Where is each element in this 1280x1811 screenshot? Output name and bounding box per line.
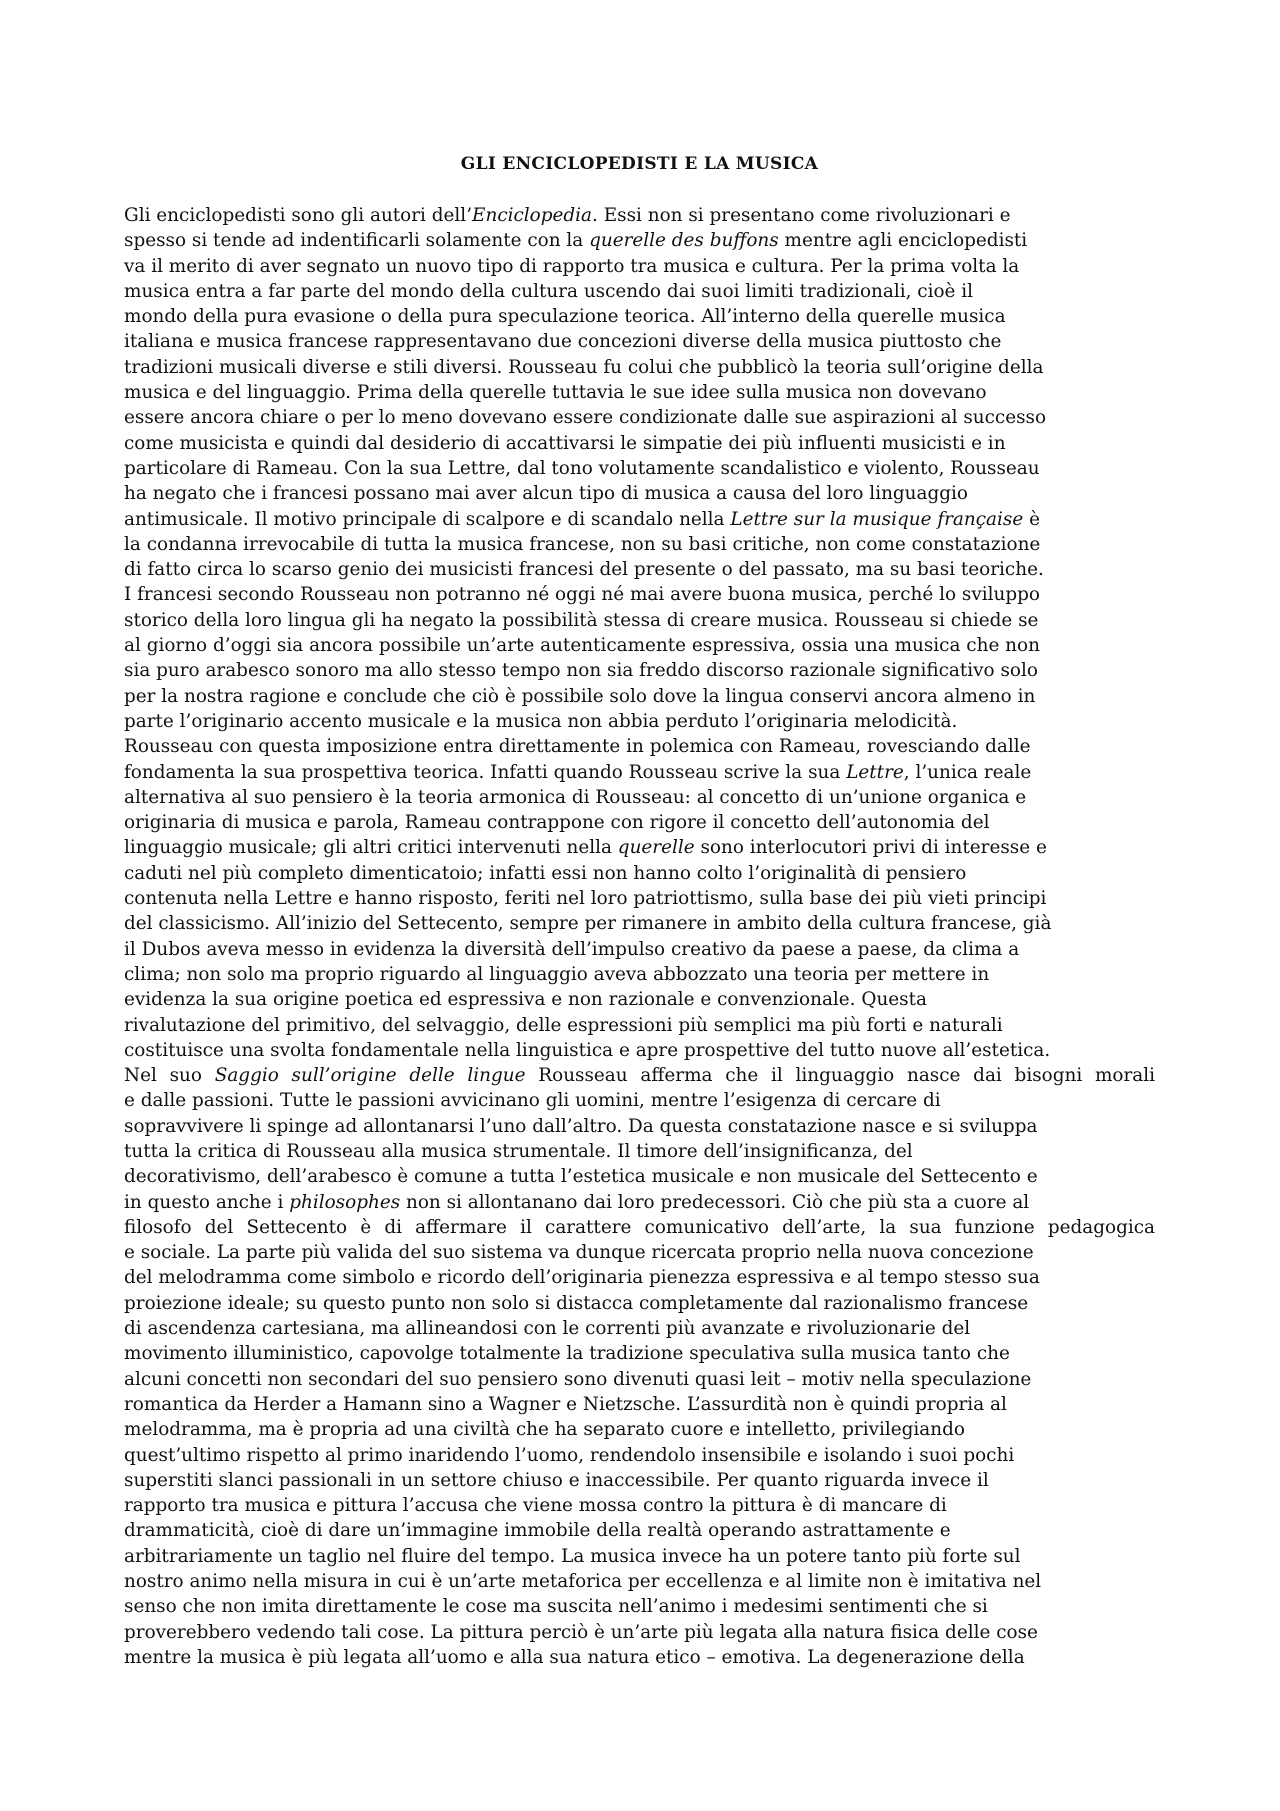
text-line — [124, 380, 1155, 405]
text-segment: Lettre — [846, 761, 904, 783]
text-line — [124, 431, 1155, 456]
text-segment: linguaggio musicale; gli altri critici intervenuti nella — [124, 837, 618, 859]
text-segment: caduti nel più completo dimenticatoio; infatti essi non hanno colto l’originalità di pensiero — [124, 862, 967, 884]
text-segment: quest’ultimo rispetto al primo inaridendo l’uomo, rendendolo insensibile e isolando i suoi pochi — [124, 1444, 1015, 1466]
text-line — [124, 582, 1155, 607]
text-segment: mentre la musica è più legata all’uomo e alla sua natura etico – emotiva. La degenerazione della — [124, 1646, 1025, 1668]
text-line — [124, 405, 1155, 430]
text-segment: alternativa al suo pensiero è la teoria armonica di Rousseau: al concetto di un’unione organica e — [124, 786, 1027, 808]
text-segment: non si allontanano dai loro predecessori. Ciò che più sta a cuore al — [400, 1191, 1030, 1213]
text-line — [124, 886, 1155, 911]
text-line — [124, 1038, 1155, 1063]
text-line — [124, 1265, 1155, 1290]
text-segment: tradizioni musicali diverse e stili diversi. Rousseau fu colui che pubblicò la teoria sull’origine della — [124, 356, 1044, 378]
text-segment: musica e del linguaggio. Prima della querelle tuttavia le sue idee sulla musica non dovevano — [124, 382, 987, 404]
text-line — [124, 1468, 1155, 1493]
text-line — [124, 1569, 1155, 1594]
text-segment: rivalutazione del primitivo, del selvaggio, delle espressioni più semplici ma più forti e naturali — [124, 1014, 1003, 1036]
text-segment: melodramma, ma è propria ad una civiltà che ha separato cuore e intelletto, privilegiando — [124, 1419, 965, 1441]
text-segment: mondo della pura evasione o della pura speculazione teorica. All’interno della querelle musica — [124, 306, 1006, 328]
text-segment: ha negato che i francesi possano mai aver alcun tipo di musica a causa del loro linguaggio — [124, 483, 968, 505]
text-segment: del melodramma come simbolo e ricordo dell’originaria pienezza espressiva e al tempo stesso sua — [124, 1267, 1040, 1289]
text-segment: musica entra a far parte del mondo della cultura uscendo dai suoi limiti tradizionali, cioè il — [124, 280, 974, 302]
text-line — [124, 203, 1155, 228]
text-segment: e dalle passioni. Tutte le passioni avvicinano gli uomini, mentre l’esigenza di cercare di — [124, 1090, 941, 1112]
text-segment: al giorno d’oggi sia ancora possibile un’arte autenticamente espressiva, ossia una musica che non — [124, 635, 1040, 657]
text-line — [124, 1316, 1155, 1341]
text-line — [124, 1164, 1155, 1189]
text-line — [124, 1544, 1155, 1569]
text-segment: di fatto circa lo scarso genio dei musicisti francesi del presente o del passato, ma su basi teoriche. — [124, 559, 1044, 581]
text-segment: il Dubos aveva messo in evidenza la diversità dell’impulso creativo da paese a paese, da clima a — [124, 938, 1020, 960]
text-line — [124, 304, 1155, 329]
text-segment: originaria di musica e parola, Rameau contrappone con rigore il concetto dell’autonomia del — [124, 812, 990, 834]
text-line — [124, 760, 1155, 785]
text-line — [124, 507, 1155, 532]
text-segment: rapporto tra musica e pittura l’accusa che viene mossa contro la pittura è di mancare di — [124, 1495, 947, 1517]
text-line — [124, 835, 1155, 860]
text-line — [124, 962, 1155, 987]
text-line — [124, 1088, 1155, 1113]
body-text — [124, 203, 1155, 1670]
text-line — [124, 1291, 1155, 1316]
text-line — [124, 557, 1155, 582]
text-line — [124, 1139, 1155, 1164]
text-segment: è — [1023, 508, 1040, 530]
text-segment: superstiti slanci passionali in un settore chiuso e inaccessibile. Per quanto riguarda invece il — [124, 1469, 989, 1491]
text-segment: Rousseau con questa imposizione entra direttamente in polemica con Rameau, rovesciando dalle — [124, 736, 1031, 758]
text-line — [124, 279, 1155, 304]
text-segment: particolare di Rameau. Con la sua Lettre, dal tono volutamente scandalistico e violento, Rousseau — [124, 457, 1040, 479]
text-line — [124, 633, 1155, 658]
text-line — [124, 1367, 1155, 1392]
text-line — [124, 1620, 1155, 1645]
text-line — [124, 937, 1155, 962]
page-title: GLI ENCICLOPEDISTI E LA MUSICA — [460, 154, 819, 174]
text-line — [124, 254, 1155, 279]
text-line — [124, 1190, 1155, 1215]
text-line — [124, 684, 1155, 709]
text-segment: proiezione ideale; su questo punto non solo si distacca completamente dal razionalismo francese — [124, 1292, 1029, 1314]
text-line — [124, 1518, 1155, 1543]
text-segment: in questo anche i — [124, 1191, 290, 1213]
text-segment: proverebbero vedendo tali cose. La pittura perciò è un’arte più legata alla natura fisica delle cose — [124, 1621, 1038, 1643]
text-line — [124, 456, 1155, 481]
text-segment: I francesi secondo Rousseau non potranno né oggi né mai avere buona musica, perché lo sviluppo — [124, 584, 1040, 606]
text-segment: arbitrariamente un taglio nel fluire del tempo. La musica invece ha un potere tanto più forte sul — [124, 1545, 1021, 1567]
text-segment: Enciclopedia. — [472, 205, 598, 226]
text-segment: come musicista e quindi dal desiderio di accattivarsi le simpatie dei più influenti musicisti e in — [124, 432, 1006, 454]
text-segment: romantica da Herder a Hamann sino a Wagner e Nietzsche. L’assurdità non è quindi propria al — [124, 1393, 1007, 1415]
text-line — [124, 911, 1155, 936]
text-line — [124, 861, 1155, 886]
text-segment: spesso si tende ad indentificarli solamente con la — [124, 230, 590, 252]
text-segment: decorativismo, dell’arabesco è comune a tutta l’estetica musicale e non musicale del Settecento e — [124, 1166, 1038, 1188]
text-segment: Essi non si presentano come rivoluzionari e — [597, 205, 1011, 226]
text-segment: Saggio sull’origine delle lingue — [214, 1065, 526, 1087]
text-segment: Rousseau afferma che il linguaggio nasce dai bisogni morali — [525, 1065, 1156, 1087]
text-line — [124, 1443, 1155, 1468]
text-line — [124, 1645, 1155, 1670]
text-segment: antimusicale. Il motivo principale di scalpore e di scandalo nella — [124, 508, 731, 530]
text-segment: movimento illuministico, capovolge totalmente la tradizione speculativa sulla musica tanto che — [124, 1343, 1010, 1365]
text-line — [124, 608, 1155, 633]
text-segment: del classicismo. All’inizio del Settecento, sempre per rimanere in ambito della cultura francese, già — [124, 913, 1052, 935]
text-line — [124, 734, 1155, 759]
text-segment: la condanna irrevocabile di tutta la musica francese, non su basi critiche, non come constatazione — [124, 533, 1041, 555]
text-segment: nostro animo nella misura in cui è un’arte metaforica per eccellenza e al limite non è imitativa nel — [124, 1571, 1042, 1593]
text-segment: Nel suo — [124, 1065, 215, 1087]
text-segment: per la nostra ragione e conclude che ciò è possibile solo dove la lingua conservi ancora almeno in — [124, 685, 1036, 707]
text-segment: sopravvivere li spinge ad allontanarsi l’uno dall’altro. Da questa constatazione nasce e si sviluppa — [124, 1115, 1038, 1137]
text-segment: querelle des buffons — [589, 230, 779, 252]
text-line — [124, 355, 1155, 380]
text-line — [124, 1392, 1155, 1417]
text-segment: sono interlocutori privi di interesse e — [694, 837, 1047, 859]
text-segment: costituisce una svolta fondamentale nella linguistica e apre prospettive del tutto nuove all’estetica. — [124, 1039, 1051, 1061]
text-line — [124, 1063, 1155, 1088]
text-segment: senso che non imita direttamente le cose ma suscita nell’animo i medesimi sentimenti che si — [124, 1596, 988, 1618]
text-segment: essere ancora chiare o per lo meno dovevano essere condizionate dalle sue aspirazioni al successo — [124, 407, 1047, 429]
text-line — [124, 481, 1155, 506]
text-line — [124, 785, 1155, 810]
text-line — [124, 228, 1155, 253]
text-segment: alcuni concetti non secondari del suo pensiero sono divenuti quasi leit – motiv nella speculazione — [124, 1368, 1032, 1390]
text-segment: storico della loro lingua gli ha negato la possibilità stessa di creare musica. Rousseau si chiede se — [124, 609, 1039, 631]
text-segment: parte l’originario accento musicale e la musica non abbia perduto l’originaria melodicità. — [124, 710, 958, 732]
text-segment: Gli enciclopedisti sono gli autori dell’ — [124, 205, 473, 226]
text-line — [124, 987, 1155, 1012]
text-segment: va il merito di aver segnato un nuovo tipo di rapporto tra musica e cultura. Per la prima volta la — [124, 255, 1020, 277]
text-segment: fondamenta la sua prospettiva teorica. Infatti quando Rousseau scrive la sua — [124, 761, 847, 783]
text-segment: drammaticità, cioè di dare un’immagine immobile della realtà operando astrattamente e — [124, 1520, 951, 1542]
text-segment: italiana e musica francese rappresentavano due concezioni diverse della musica piuttosto che — [124, 331, 1002, 353]
text-segment: Lettre sur la musique française — [730, 508, 1024, 530]
text-segment: philosophes — [289, 1191, 401, 1213]
text-line — [124, 1594, 1155, 1619]
text-line — [124, 532, 1155, 557]
text-line — [124, 810, 1155, 835]
text-segment: evidenza la sua origine poetica ed espressiva e non razionale e convenzionale. Questa — [124, 989, 927, 1011]
text-segment: contenuta nella Lettre e hanno risposto, feriti nel loro patriottismo, sulla base dei più vieti principi — [124, 888, 1047, 910]
text-segment: tutta la critica di Rousseau alla musica strumentale. Il timore dell’insignificanza, del — [124, 1140, 913, 1162]
text-segment: sia puro arabesco sonoro ma allo stesso tempo non sia freddo discorso razionale significativo solo — [124, 660, 1038, 682]
text-segment: filosofo del Settecento è di affermare il carattere comunicativo dell’arte, la sua funzione pedagogica — [124, 1216, 1155, 1238]
text-segment: di ascendenza cartesiana, ma allineandosi con le correnti più avanzate e rivoluzionarie del — [124, 1318, 971, 1340]
text-segment: querelle — [617, 837, 695, 859]
text-line — [124, 1114, 1155, 1139]
text-line — [124, 1215, 1155, 1240]
text-line — [124, 1013, 1155, 1038]
text-line — [124, 709, 1155, 734]
text-segment: e sociale. La parte più valida del suo sistema va dunque ricercata proprio nella nuova concezione — [124, 1242, 1034, 1264]
text-line — [124, 1493, 1155, 1518]
text-line — [124, 1417, 1155, 1442]
text-segment: , l’unica reale — [903, 761, 1032, 783]
text-segment: mentre agli enciclopedisti — [778, 230, 1028, 252]
text-line — [124, 1240, 1155, 1265]
text-line — [124, 658, 1155, 683]
text-line — [124, 1341, 1155, 1366]
text-line — [124, 329, 1155, 354]
text-segment: clima; non solo ma proprio riguardo al linguaggio aveva abbozzato una teoria per mettere in — [124, 963, 990, 985]
